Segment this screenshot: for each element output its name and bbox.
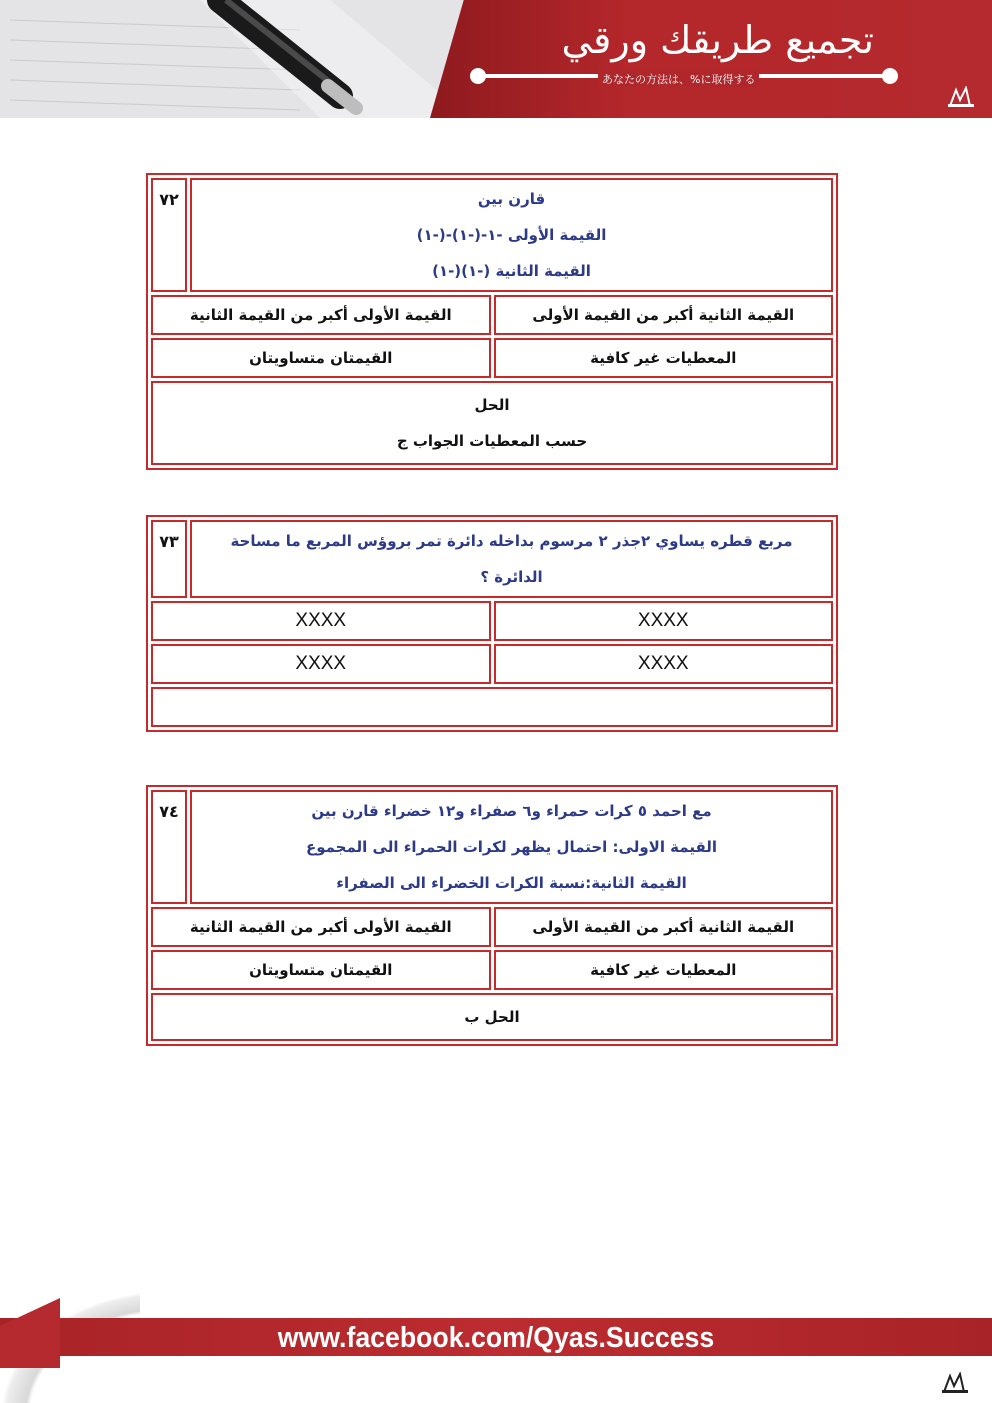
question-line: القيمة الاولى: احتمال يظهر لكرات الحمراء الى المجموع <box>305 838 718 856</box>
question-line: مربع قطره يساوي ٢جذر ٢ مرسوم بداخله دائرة تمر بروؤس المربع ما مساحة <box>230 532 793 550</box>
option-b[interactable]: القيمة الثانية أكبر من القيمة الأولى <box>494 907 834 947</box>
option-d[interactable]: المعطيات غير كافية <box>494 950 834 990</box>
question-line: الدائرة ؟ <box>480 568 543 586</box>
option-d[interactable]: XXXX <box>494 644 834 684</box>
solution-line: حسب المعطيات الجواب ج <box>396 432 588 450</box>
header-subtitle: あなたの方法は、%に取得する <box>598 71 759 87</box>
footer-banner <box>0 1290 992 1403</box>
option-c[interactable]: القيمتان متساويتان <box>151 338 491 378</box>
footer-logo-icon <box>940 1372 970 1394</box>
solution-box <box>151 687 833 727</box>
option-c[interactable]: القيمتان متساويتان <box>151 950 491 990</box>
solution-line: الحل ب <box>464 1008 520 1026</box>
question-number: ٧٣ <box>151 520 187 598</box>
option-a[interactable]: XXXX <box>151 601 491 641</box>
header-dot-right <box>882 68 898 84</box>
header-title: تجميع طريقك ورقي <box>561 18 874 62</box>
brand-logo-icon <box>946 86 976 108</box>
question-line: مع احمد ٥ كرات حمراء و٦ صفراء و١٢ خضراء قارن بين <box>311 802 712 820</box>
question-line: قارن بين <box>477 190 546 208</box>
option-a[interactable]: القيمة الأولى أكبر من القيمة الثانية <box>151 907 491 947</box>
facebook-link[interactable]: www.facebook.com/Qyas.Success <box>277 1322 715 1354</box>
solution-line: الحل <box>474 396 510 414</box>
question-text <box>190 178 833 292</box>
solution-box <box>151 381 833 465</box>
question-block-72 <box>146 173 838 470</box>
header-banner <box>0 0 992 118</box>
question-text <box>190 520 833 598</box>
header-dot-left <box>470 68 486 84</box>
option-b[interactable]: القيمة الثانية أكبر من القيمة الأولى <box>494 295 834 335</box>
option-d[interactable]: المعطيات غير كافية <box>494 338 834 378</box>
question-number: ٧٢ <box>151 178 187 292</box>
option-a[interactable]: القيمة الأولى أكبر من القيمة الثانية <box>151 295 491 335</box>
option-c[interactable]: XXXX <box>151 644 491 684</box>
question-text <box>190 790 833 904</box>
question-block-73 <box>146 515 838 732</box>
question-line: القيمة الثانية:نسبة الكرات الخضراء الى الصفراء <box>336 874 687 892</box>
pen-paper-photo <box>0 0 470 118</box>
solution-box <box>151 993 833 1041</box>
question-number: ٧٤ <box>151 790 187 904</box>
option-b[interactable]: XXXX <box>494 601 834 641</box>
question-block-74 <box>146 785 838 1046</box>
pen-illustration <box>0 0 470 118</box>
question-line: القيمة الأولى -١-(-١)-(-١) <box>416 226 607 244</box>
question-line: القيمة الثانية (-١)(-١) <box>432 262 591 280</box>
